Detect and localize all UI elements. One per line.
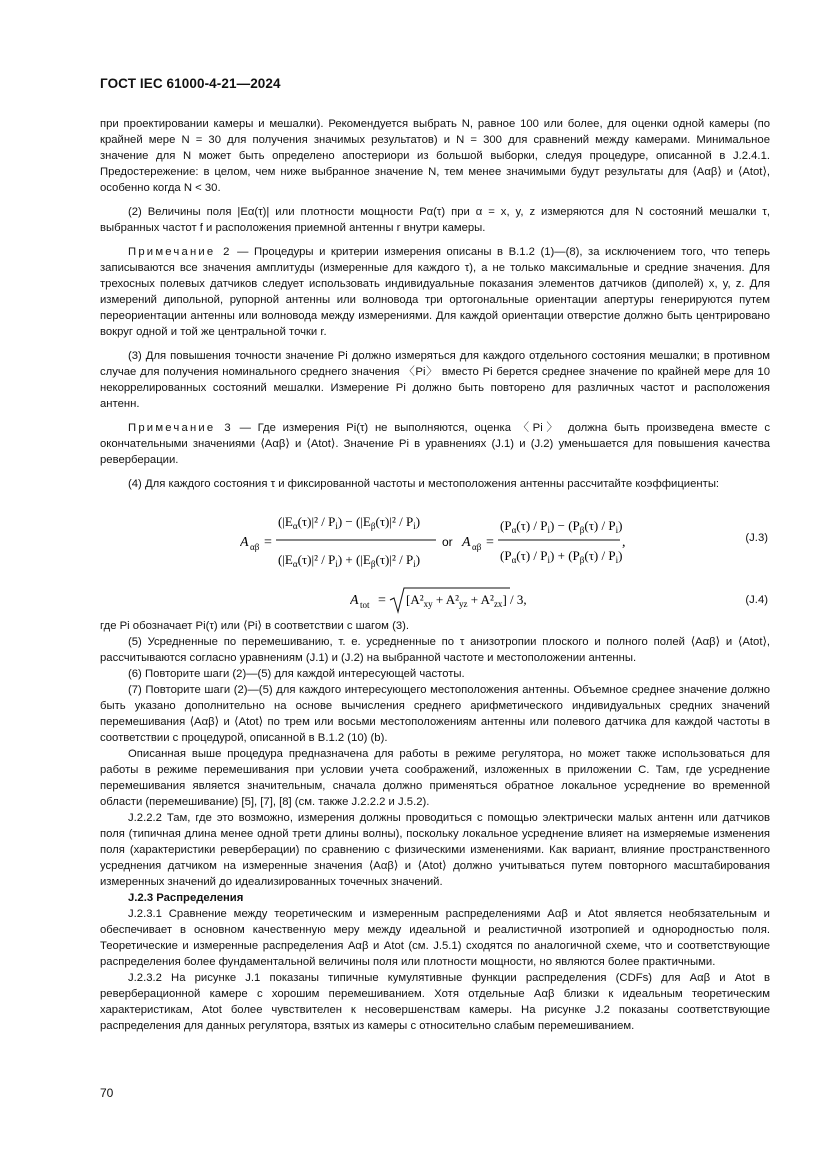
svg-text:=: = — [378, 593, 386, 608]
paragraph-procedure: Описанная выше процедура предназначена для работы в режиме регулятора, но может также использоваться для работы в режиме перемешивания при условии учета соображений, изложенных в приложении C. Там, где усреднение перемешивания является значительным, сначала должно применяться обратное локальное усреднение во временной области (перемешивание) [5], [7], [8] (см. также J.2.2.2 и J.5.2). — [100, 748, 770, 808]
equation-j4-graphic — [350, 584, 650, 618]
svg-text:,: , — [622, 535, 626, 550]
svg-text:(Pα(τ) / Pi) − (Pβ(τ) / Pi): $(P_\alpha(\tau) / P_i) - (P_\beta(\tau) / P_i)$ — [500, 518, 623, 535]
svg-text:tot: tot — [360, 600, 370, 610]
note-2-text: — Процедуры и критерии измерения описаны в B.1.2 (1)—(8), за исключением того, что теперь записываются все значения амплитуды (измеренные для каждого τ), а не только максимальные и средние значения. Для трехосных полевых датчиков следует использовать индивидуальные показания элементов датчиков (диполей) x, y, z. Для измерений дипольной, рупорной антенны или волновода три ортогональные ориентации апертуры генерируются путем переориентации антенны или волновода между измерениями. Для каждой ориентации отверстие должно быть центрировано вокруг одной и той же центральной точки r. — [100, 246, 770, 338]
paragraph-step-6: (6) Повторите шаги (2)—(5) для каждой интересующей частоты. — [128, 668, 465, 680]
svg-text:(Pα(τ) / Pi) + (Pβ(τ) / Pi): $(P_\alpha(\tau) / P_i) + (P_\beta(\tau) / P_i)$ — [500, 548, 623, 565]
document-body — [100, 116, 770, 1034]
paragraph-step-3: (3) Для повышения точности значение Pi должно измеряться для каждого отдельного состояния мешалки; в противном случае для получения номинального среднего значения 〈Pi〉 вместо Pi берется среднее значение по крайней мере для 10 некоррелированных состояний мешалки. Измерение Pi должно быть повторено для различных частот и расположения антенн. — [100, 350, 770, 410]
paragraph-step-2: (2) Величины поля |Eα(τ)| или плотности мощности Pα(τ) при α = x, y, z измеряются для N состояний мешалки τ, выбранных частот f и расположения приемной антенны r внутри камеры. — [100, 206, 770, 234]
paragraph-step-4: (4) Для каждого состояния τ и фиксированной частоты и местоположения антенны рассчитайте коэффициенты: — [128, 478, 720, 490]
equation-j3-graphic — [240, 500, 800, 580]
section-heading-j2-3: J.2.3 Распределения — [128, 892, 244, 904]
svg-text:(|Eα(τ)|² / Pi) + (|Eβ(τ)|² /: $(|E_\alpha(\tau)|^2 / P_i) + (|E_\beta(\tau)|^2 / P_i)$ — [278, 552, 421, 569]
svg-text:αβ: αβ — [250, 542, 260, 552]
note-2-label: Примечание 2 — [128, 246, 232, 258]
document-header: ГОСТ IEC 61000-4-21—2024 — [100, 76, 281, 91]
note-2 — [100, 244, 770, 340]
svg-text:=: = — [264, 535, 272, 550]
paragraph-1: при проектировании камеры и мешалки). Рекомендуется выбрать N, равное 100 или более, для оценки одной камеры (по крайней мере N = 30 для получения значимых результатов) и N = 300 для сравнений между камерами. Минимальное значение для N может быть определено апостериори из большой выборки, следуя процедуре, описанной в J.2.4.1. Предостережение: в целом, чем ниже выбранное значение N, тем менее значимыми будут результаты для ⟨Aαβ⟩ и ⟨Atot⟩, особенно когда N < 30. — [100, 118, 770, 194]
svg-text:A: A — [350, 593, 359, 608]
paragraph-j2-3-1: J.2.3.1 Сравнение между теоретическим и измеренным распределениями Aαβ и Atot является необязательным и обеспечивает в основном качественную меру между идеальной и реалистичной изотропией и однородностью поля. Теоретические и измеренные распределения Aαβ и Atot (см. J.5.1) сходятся по аналогичной схеме, что и соответствующие распределения более фундаментальной величины поля или плотности мощности, но являются более практичными. — [100, 908, 770, 968]
svg-text:(|Eα(τ)|² / Pi) − (|Eβ(τ)|² /: $(|E_\alpha(\tau)|^2 / P_i) - (|E_\beta(\tau)|^2 / P_i)$ — [278, 514, 421, 531]
paragraph-step-7: (7) Повторите шаги (2)—(5) для каждого интересующего местоположения антенны. Объемное среднее значение должно быть указано дополнительно на основе вычисления среднего арифметического индивидуальных средних значений перемешивания ⟨Aαβ⟩ и ⟨Atot⟩ по трем или восьми местоположениям антенны или полевого датчика для каждой частоты в соответствии с процедурой, описанной в B.1.2 (10) (b). — [100, 684, 770, 744]
note-3-label: Примечание 3 — [128, 422, 233, 434]
svg-text:αβ: αβ — [472, 542, 482, 552]
paragraph-where: где Pi обозначает Pi(τ) или ⟨Pi⟩ в соответствии с шагом (3). — [100, 620, 410, 632]
svg-text:A: A — [462, 535, 471, 550]
svg-text:A: A — [240, 535, 249, 550]
note-3 — [100, 420, 770, 468]
equation-j3-number: (J.3) — [745, 532, 768, 544]
paragraph-j2-3-2: J.2.3.2 На рисунке J.1 показаны типичные кумулятивные функции распределения (CDFs) для Aαβ и Atot в реверберационной камере с хорошим перемешиванием. Хотя отдельные Aαβ близки к идеальным теоретическим характеристикам, Atot более чувствителен к несовершенствам камеры. На рисунке J.2 показаны соответствующие распределения для данных регулятора, взятых из камеры с относительно слабым перемешиванием. — [100, 972, 770, 1032]
paragraph-j2-2-2: J.2.2.2 Там, где это возможно, измерения должны проводиться с помощью электрически малых антенн или датчиков поля (типичная длина менее одной трети длины волны), поскольку локальное усреднение влияет на измеряемые изменения поля (характеристики реверберации) по сравнению с физическими изменениями. Как вариант, влияние пространственного усреднения датчиком на измеренные значения ⟨Aαβ⟩ и ⟨Atot⟩ должно учитываться путем повторного масштабирования измеренных значений до идеализированных точечных значений. — [100, 812, 770, 888]
equation-j3 — [100, 500, 770, 580]
svg-text:=: = — [486, 535, 494, 550]
note-3-text: — Где измерения Pi(τ) не выполняются, оценка 〈Pi〉 должна быть произведена вместе с окончательными значениями ⟨Aαβ⟩ и ⟨Atot⟩. Значение Pi в уравнениях (J.1) и (J.2) уменьшается для повышения качества реверберации. — [100, 422, 770, 466]
equation-j4-number: (J.4) — [745, 594, 768, 606]
equation-j4 — [100, 584, 770, 618]
svg-text:or: or — [442, 535, 453, 549]
page-number: 70 — [100, 1086, 114, 1100]
svg-text:[A²xy + A²yz + A²zx] / 3,: $[A^2_{xy} + A^2_{yz} + A^2_{zx}] / 3$, — [406, 592, 527, 609]
paragraph-step-5: (5) Усредненные по перемешиванию, т. е. усредненные по τ анизотропии плоского и полного полей ⟨Aαβ⟩ и ⟨Atot⟩, рассчитываются согласно уравнениям (J.1) и (J.2) на выбранной частоте и местоположении антенны. — [100, 636, 770, 664]
